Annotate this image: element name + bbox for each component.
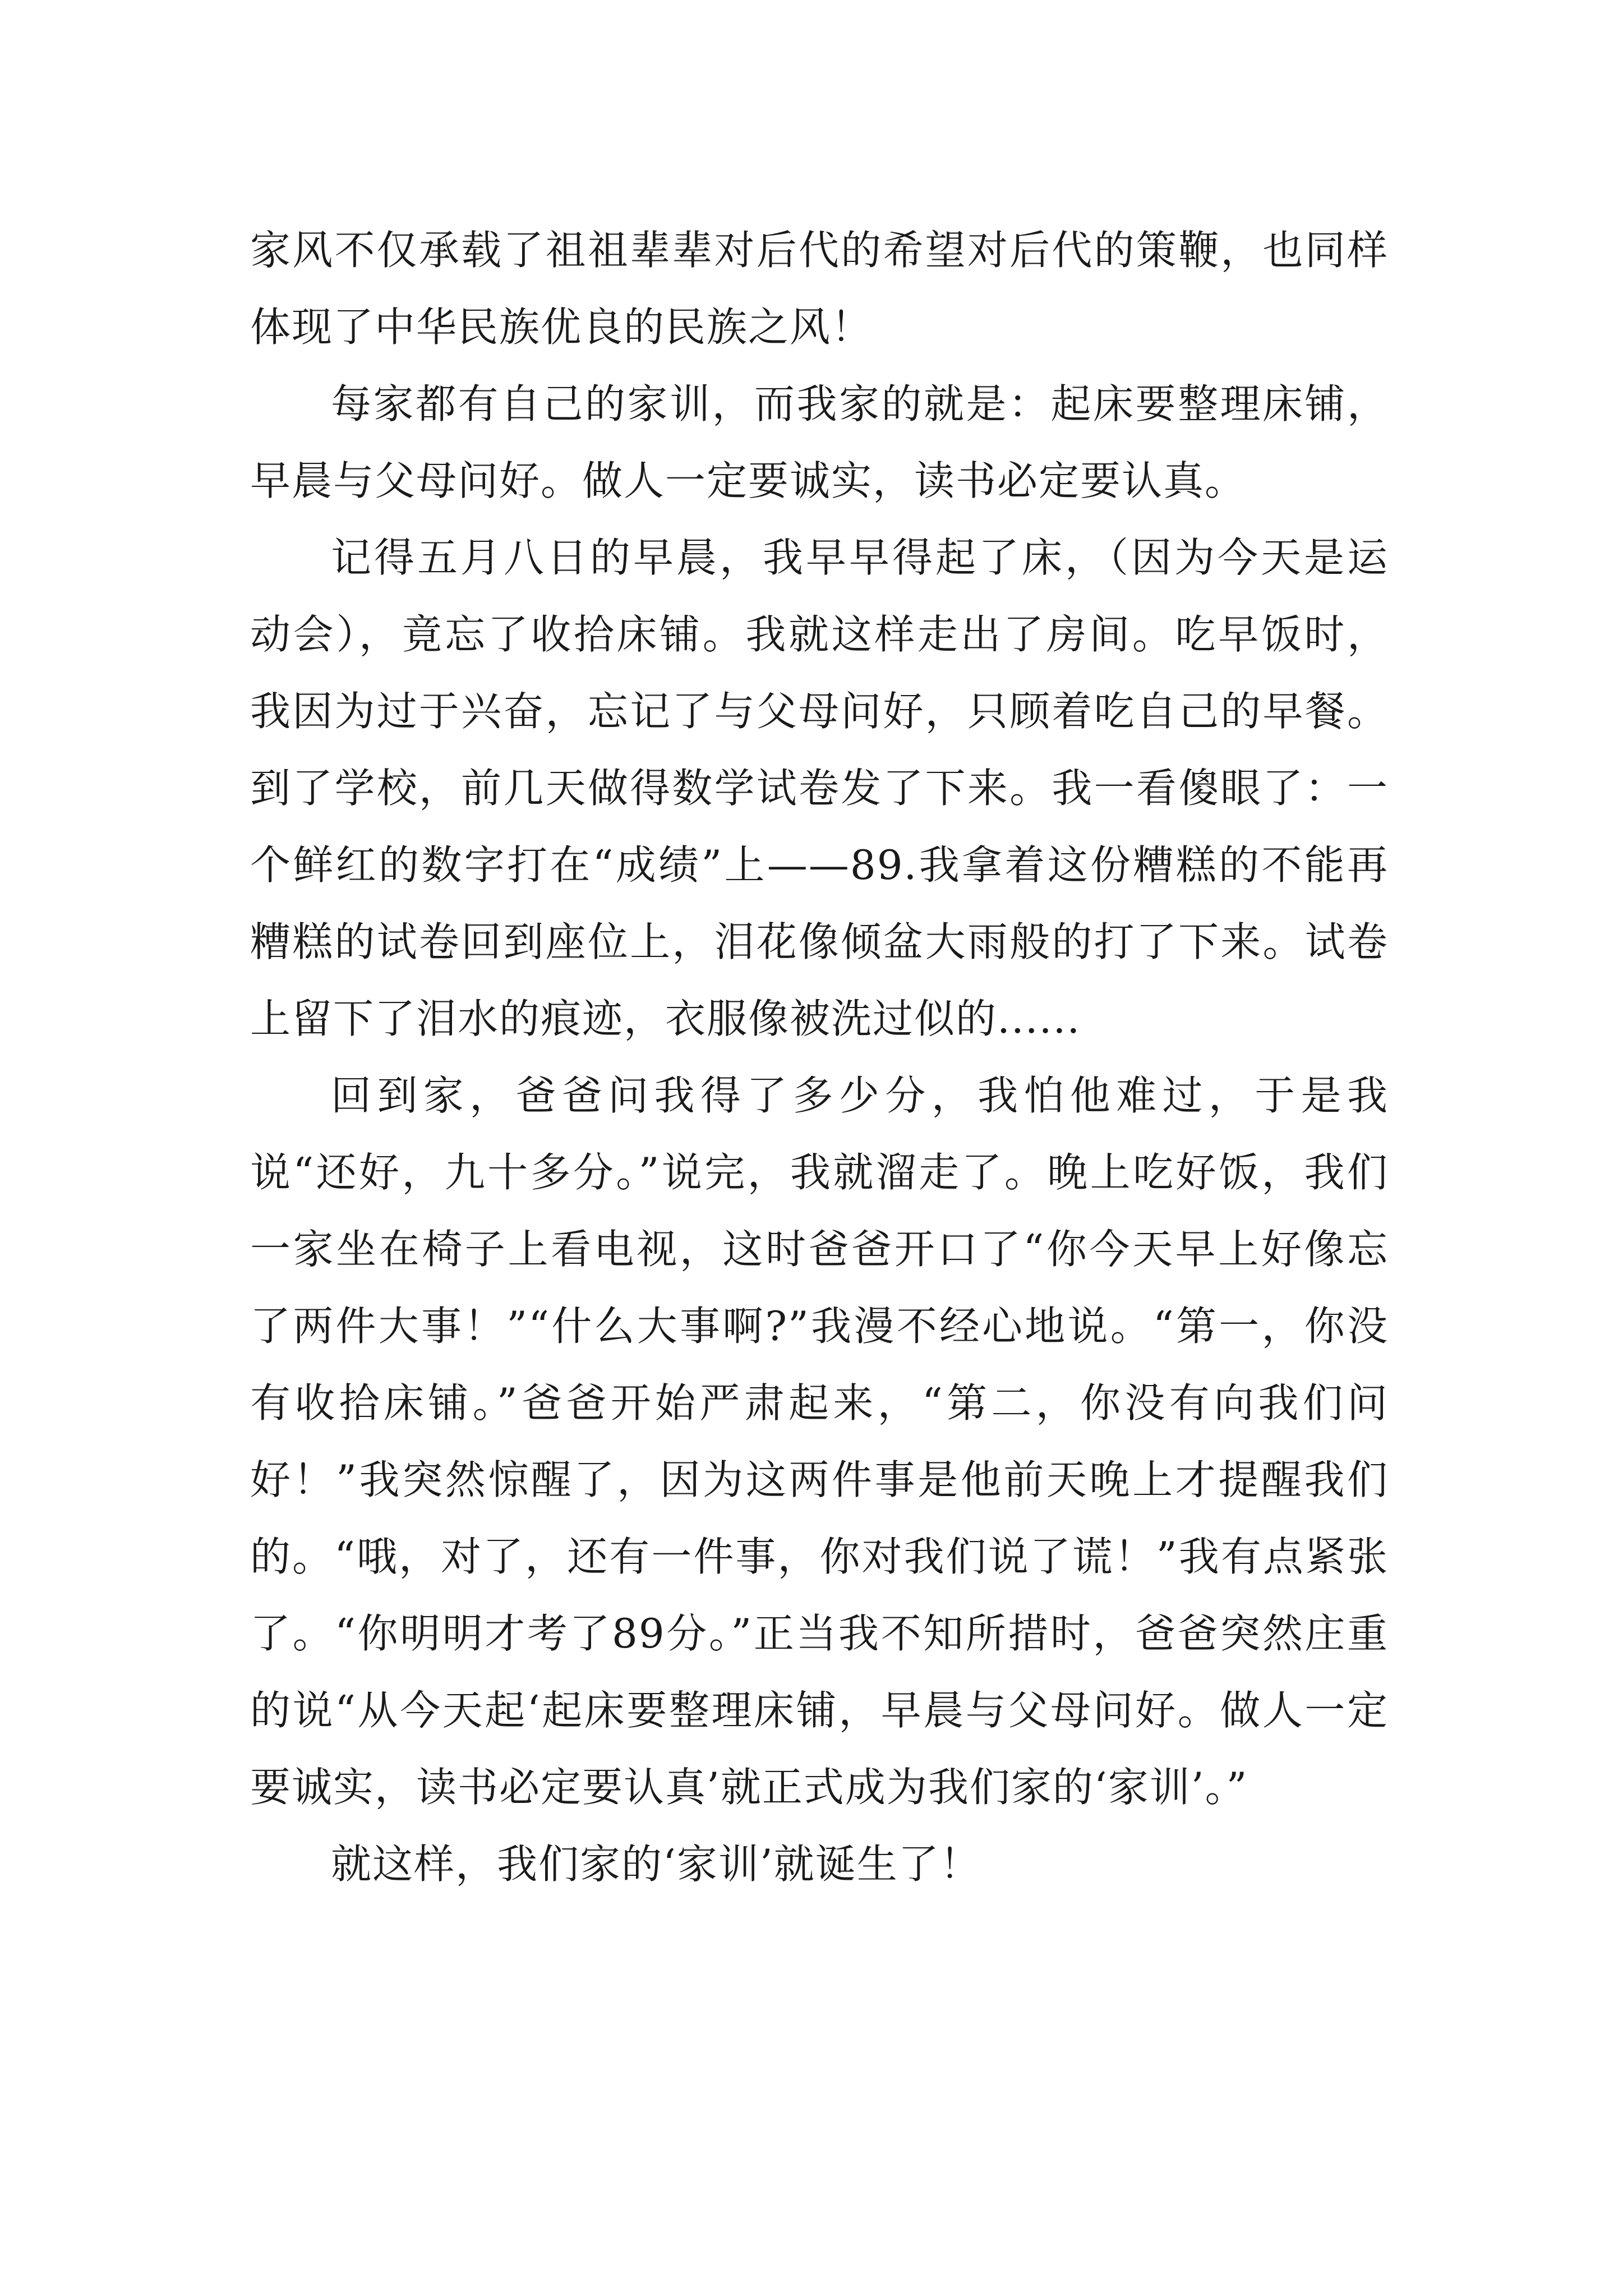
- paragraph-5: 就这样，我们家的‘家训’就诞生了！: [331, 1841, 981, 1888]
- paragraph-4: 回到家，爸爸问我得了多少分，我怕他难过，于是我说“还好，九十多分。”说完，我就溜走了。晚上吃好饭，我们一家坐在椅子上看电视，这时爸爸开口了“你今天早上好像忘了两件大事！”“什么大事啊?”我漫不经心地说。“第一，你没有收拾床铺。”爸爸开始严肃起来，“第二，你没有向我们问好！”我突然惊醒了，因为这两件事是他前天晚上才提醒我们的。“哦，对了，还有一件事，你对我们说了谎！”我有点紧张了。“你明明才考了89分。”正当我不知所措时，爸爸突然庄重的说“从今天起‘起床要整理床铺，早晨与父母问好。做人一定要诚实，读书必定要认真’就正式成为我们家的‘家训’。”: [250, 1072, 1389, 1811]
- paragraph-2: 每家都有自己的家训，而我家的就是：起床要整理床铺，早晨与父母问好。做人一定要诚实，读书必定要认真。: [250, 380, 1389, 504]
- paragraph-3: 记得五月八日的早晨，我早早得起了床，（因为今天是运动会），竟忘了收拾床铺。我就这样走出了房间。吃早饭时，我因为过于兴奋，忘记了与父母问好，只顾着吃自己的早餐。到了学校，前几天做得数学试卷发了下来。我一看傻眼了：一个鲜红的数字打在“成绩”上——89.我拿着这份糟糕的不能再糟糕的试卷回到座位上，泪花像倾盆大雨般的打了下来。试卷上留下了泪水的痕迹，衣服像被洗过似的......: [250, 534, 1389, 1042]
- document-body: [250, 212, 1389, 1903]
- paragraph-1: 家风不仅承载了祖祖辈辈对后代的希望对后代的策鞭，也同样体现了中华民族优良的民族之风！: [250, 227, 1389, 351]
